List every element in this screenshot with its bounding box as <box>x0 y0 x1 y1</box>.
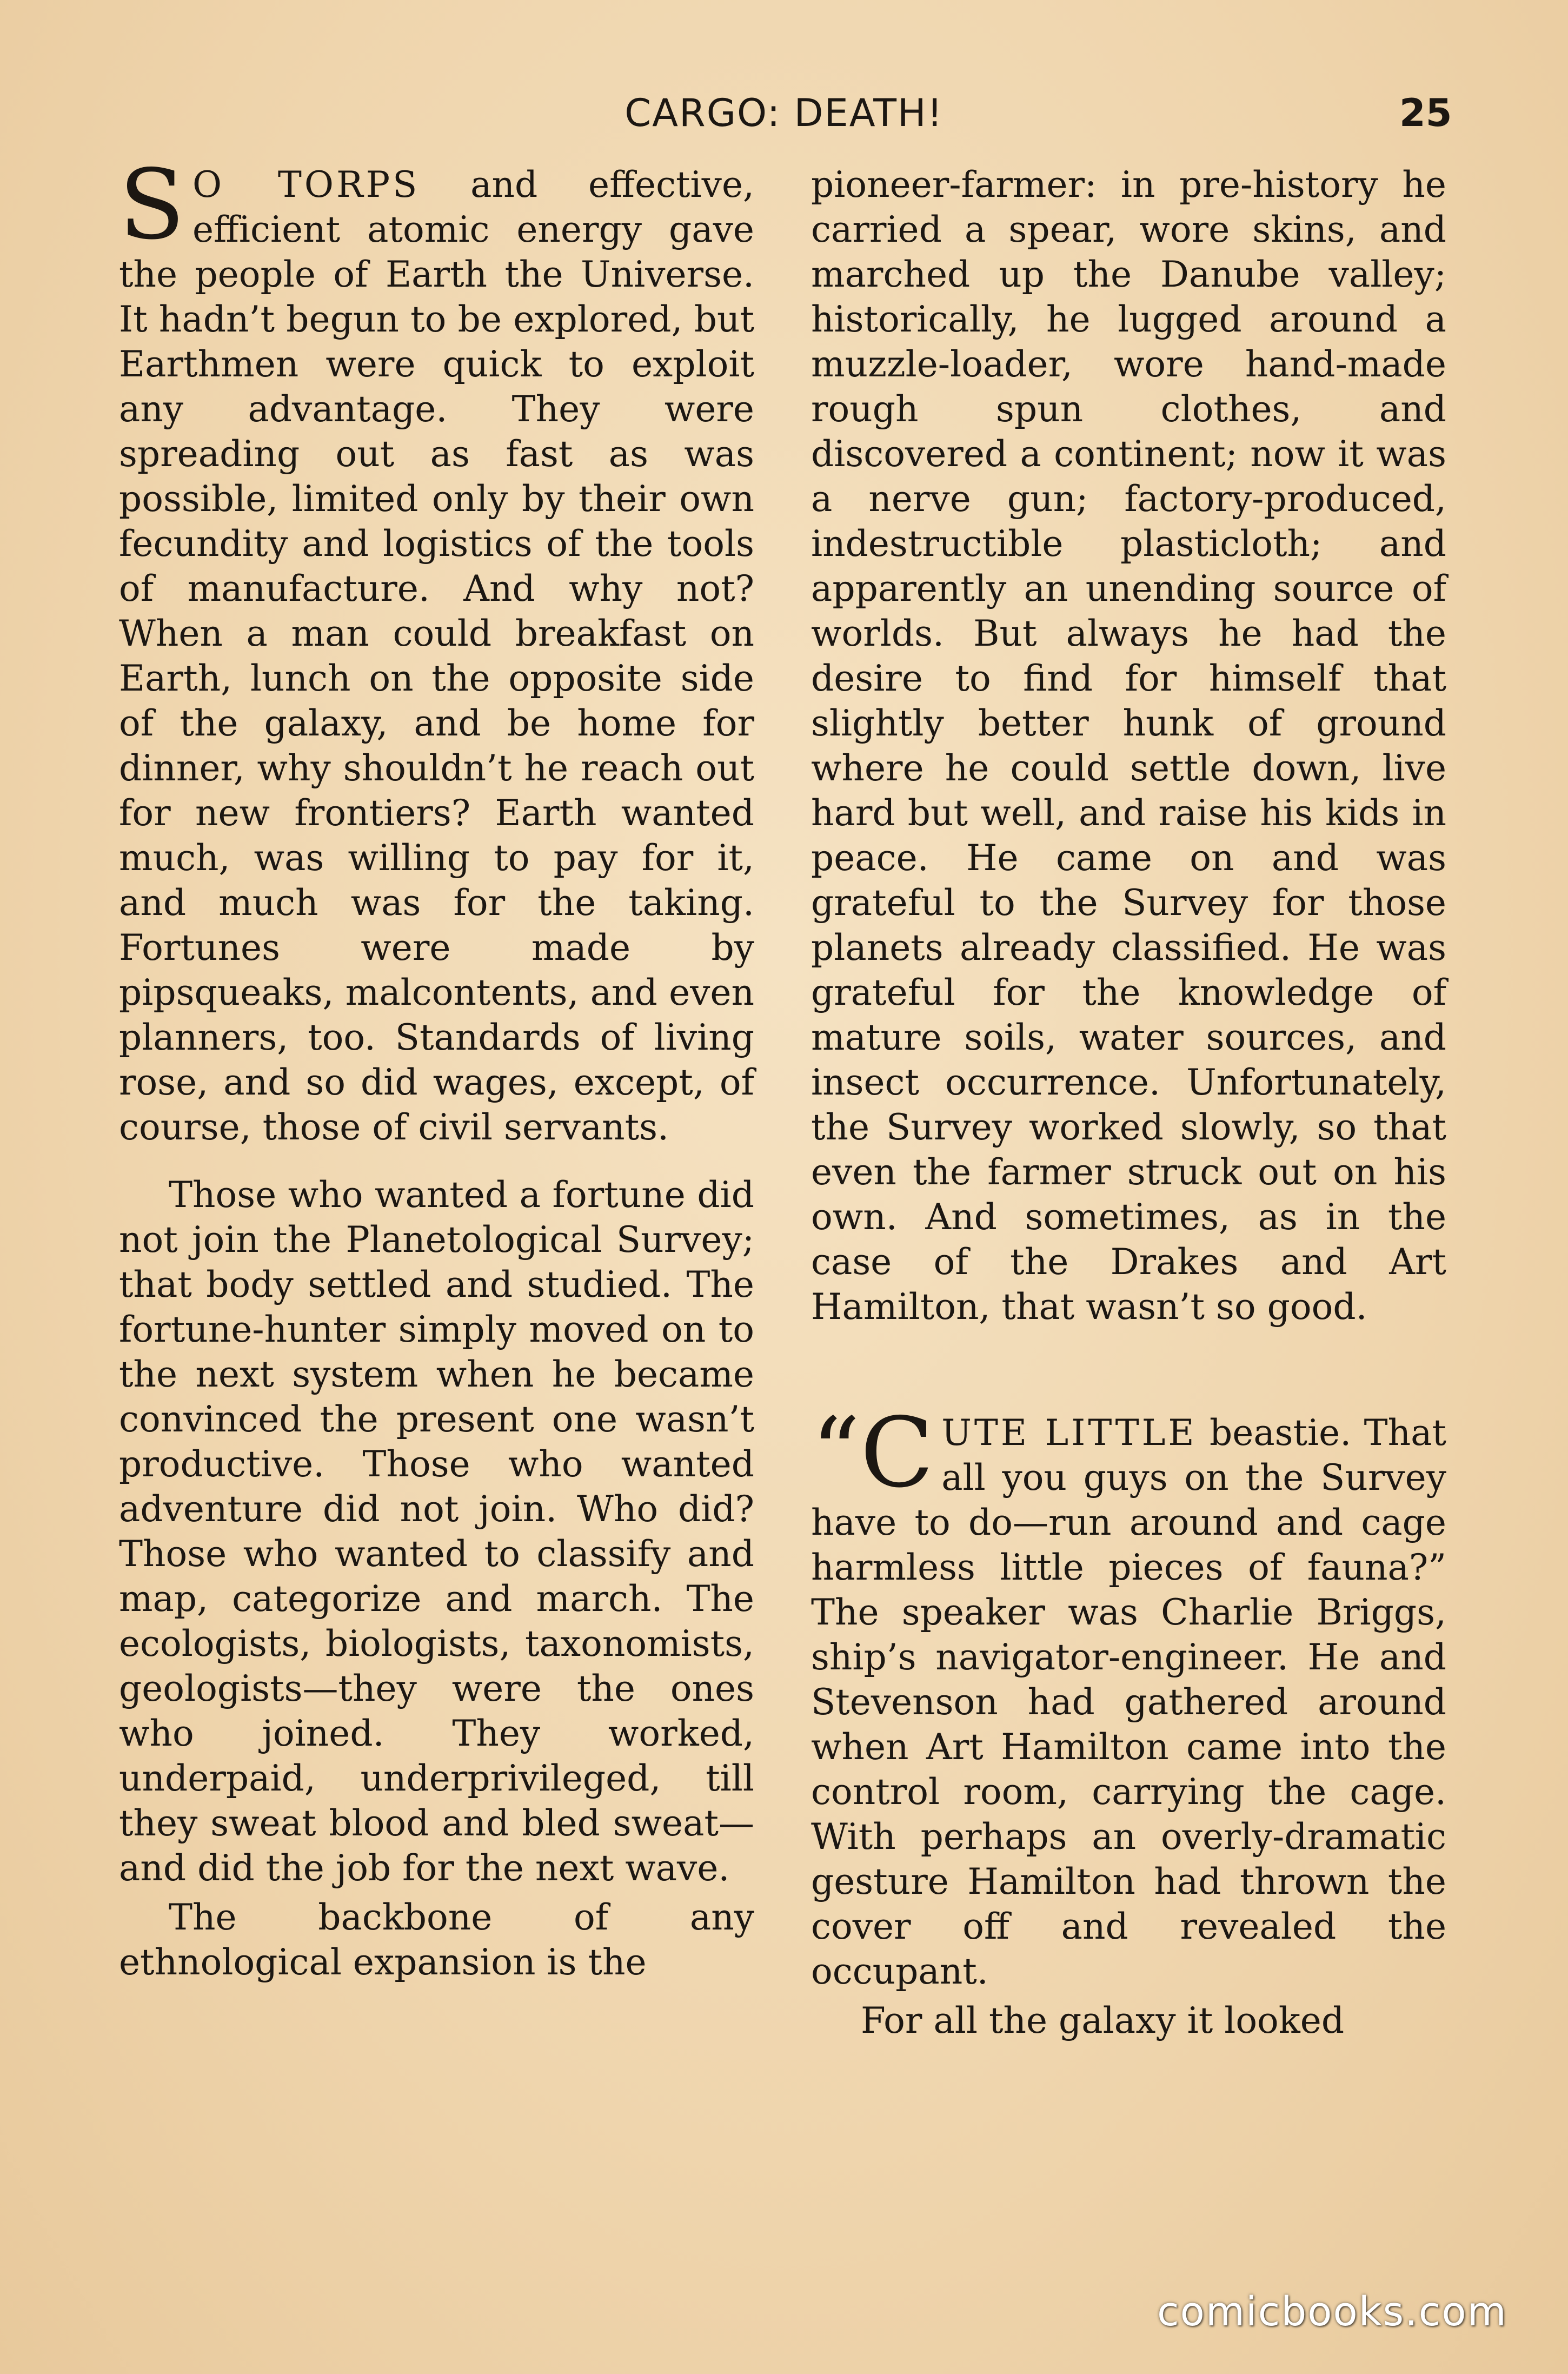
paragraph-opening <box>119 149 754 1150</box>
right-column <box>811 162 1446 2043</box>
page-number: 25 <box>1399 91 1452 135</box>
lead-in-caps: O TORPS <box>192 164 420 205</box>
paragraph-pioneer: pioneer-farmer: in pre-history he carried a spear, wore skins, and marched up the Danube valley; historically, he lugged around a muzzle-loader, wore hand-made rough spun clothes, and discovered a continent; now it was a nerve gun; factory-produced, indestructible plasticloth; and apparently an unending source of worlds. But always he had the desire to find for himself that slightly better hunk of ground where he could settle down, live hard but well, and raise his kids in peace. He came on and was grateful to the Survey for those planets already classified. He was grateful for the knowledge of mature soils, water sources, and insect occurrence. Unfortunately, the Survey worked slowly, so that even the farmer struck out on his own. And sometimes, as in the case of the Drakes and Art Hamilton, that wasn’t so good. <box>811 164 1446 1328</box>
paragraph-cute-beastie <box>811 1397 1446 1994</box>
paragraph-text: and effective, efficient atomic energy gave the people of Earth the Universe. It hadn’t begun to be explored, but Earthmen were quick to exploit any advantage. They were spreading out as fast as was possible, limited only by their own fecundity and logistics of the tools of manufacture. And why not? When a man could breakfast on Earth, lunch on the opposite side of the galaxy, and be home for dinner, why shouldn’t he reach out for new frontiers? Earth wanted much, was willing to pay for it, and much was for the taking. Fortunes were made by pipsqueaks, malcontents, and even planners, too. Standards of living rose, and so did wages, except, of course, those of civil servants. <box>119 164 754 1148</box>
paragraph-survey: Those who wanted a fortune did not join the Planetological Survey; that body settled and studied. The fortune-hunter simply moved on to the next system when he became convinced the present one wasn’t productive. Those who wanted adventure did not join. Who did? Those who wanted to classify and map, categorize and march. The ecologists, biologists, taxonomists, geologists—they were the ones who joined. They worked, underpaid, underprivileged, till they sweat blood and bled sweat—and did the job for the next wave. <box>119 1174 754 1889</box>
drop-cap: S <box>119 149 185 261</box>
watermark: comicbooks.com <box>1157 2289 1507 2335</box>
lead-in-caps: UTE LITTLE <box>941 1412 1197 1454</box>
running-title: CARGO: DEATH! <box>624 91 944 135</box>
paragraph-backbone: The backbone of any ethnological expansion is the <box>119 1896 754 1983</box>
drop-cap-quote: “C <box>811 1397 934 1509</box>
paragraph-galaxy: For all the galaxy it looked <box>861 2000 1345 2041</box>
left-column <box>119 149 754 1985</box>
paragraph-text: beastie. That all you guys on the Survey have to do—run around and cage harmless little pieces of fauna?” The speaker was Charlie Briggs, ship’s navigator-engineer. He and Stevenson had gathered around when Art Hamilton came into the control room, carrying the cage. With perhaps an overly-dramatic gesture Hamilton had thrown the cover off and revealed the occupant. <box>811 1412 1446 1992</box>
